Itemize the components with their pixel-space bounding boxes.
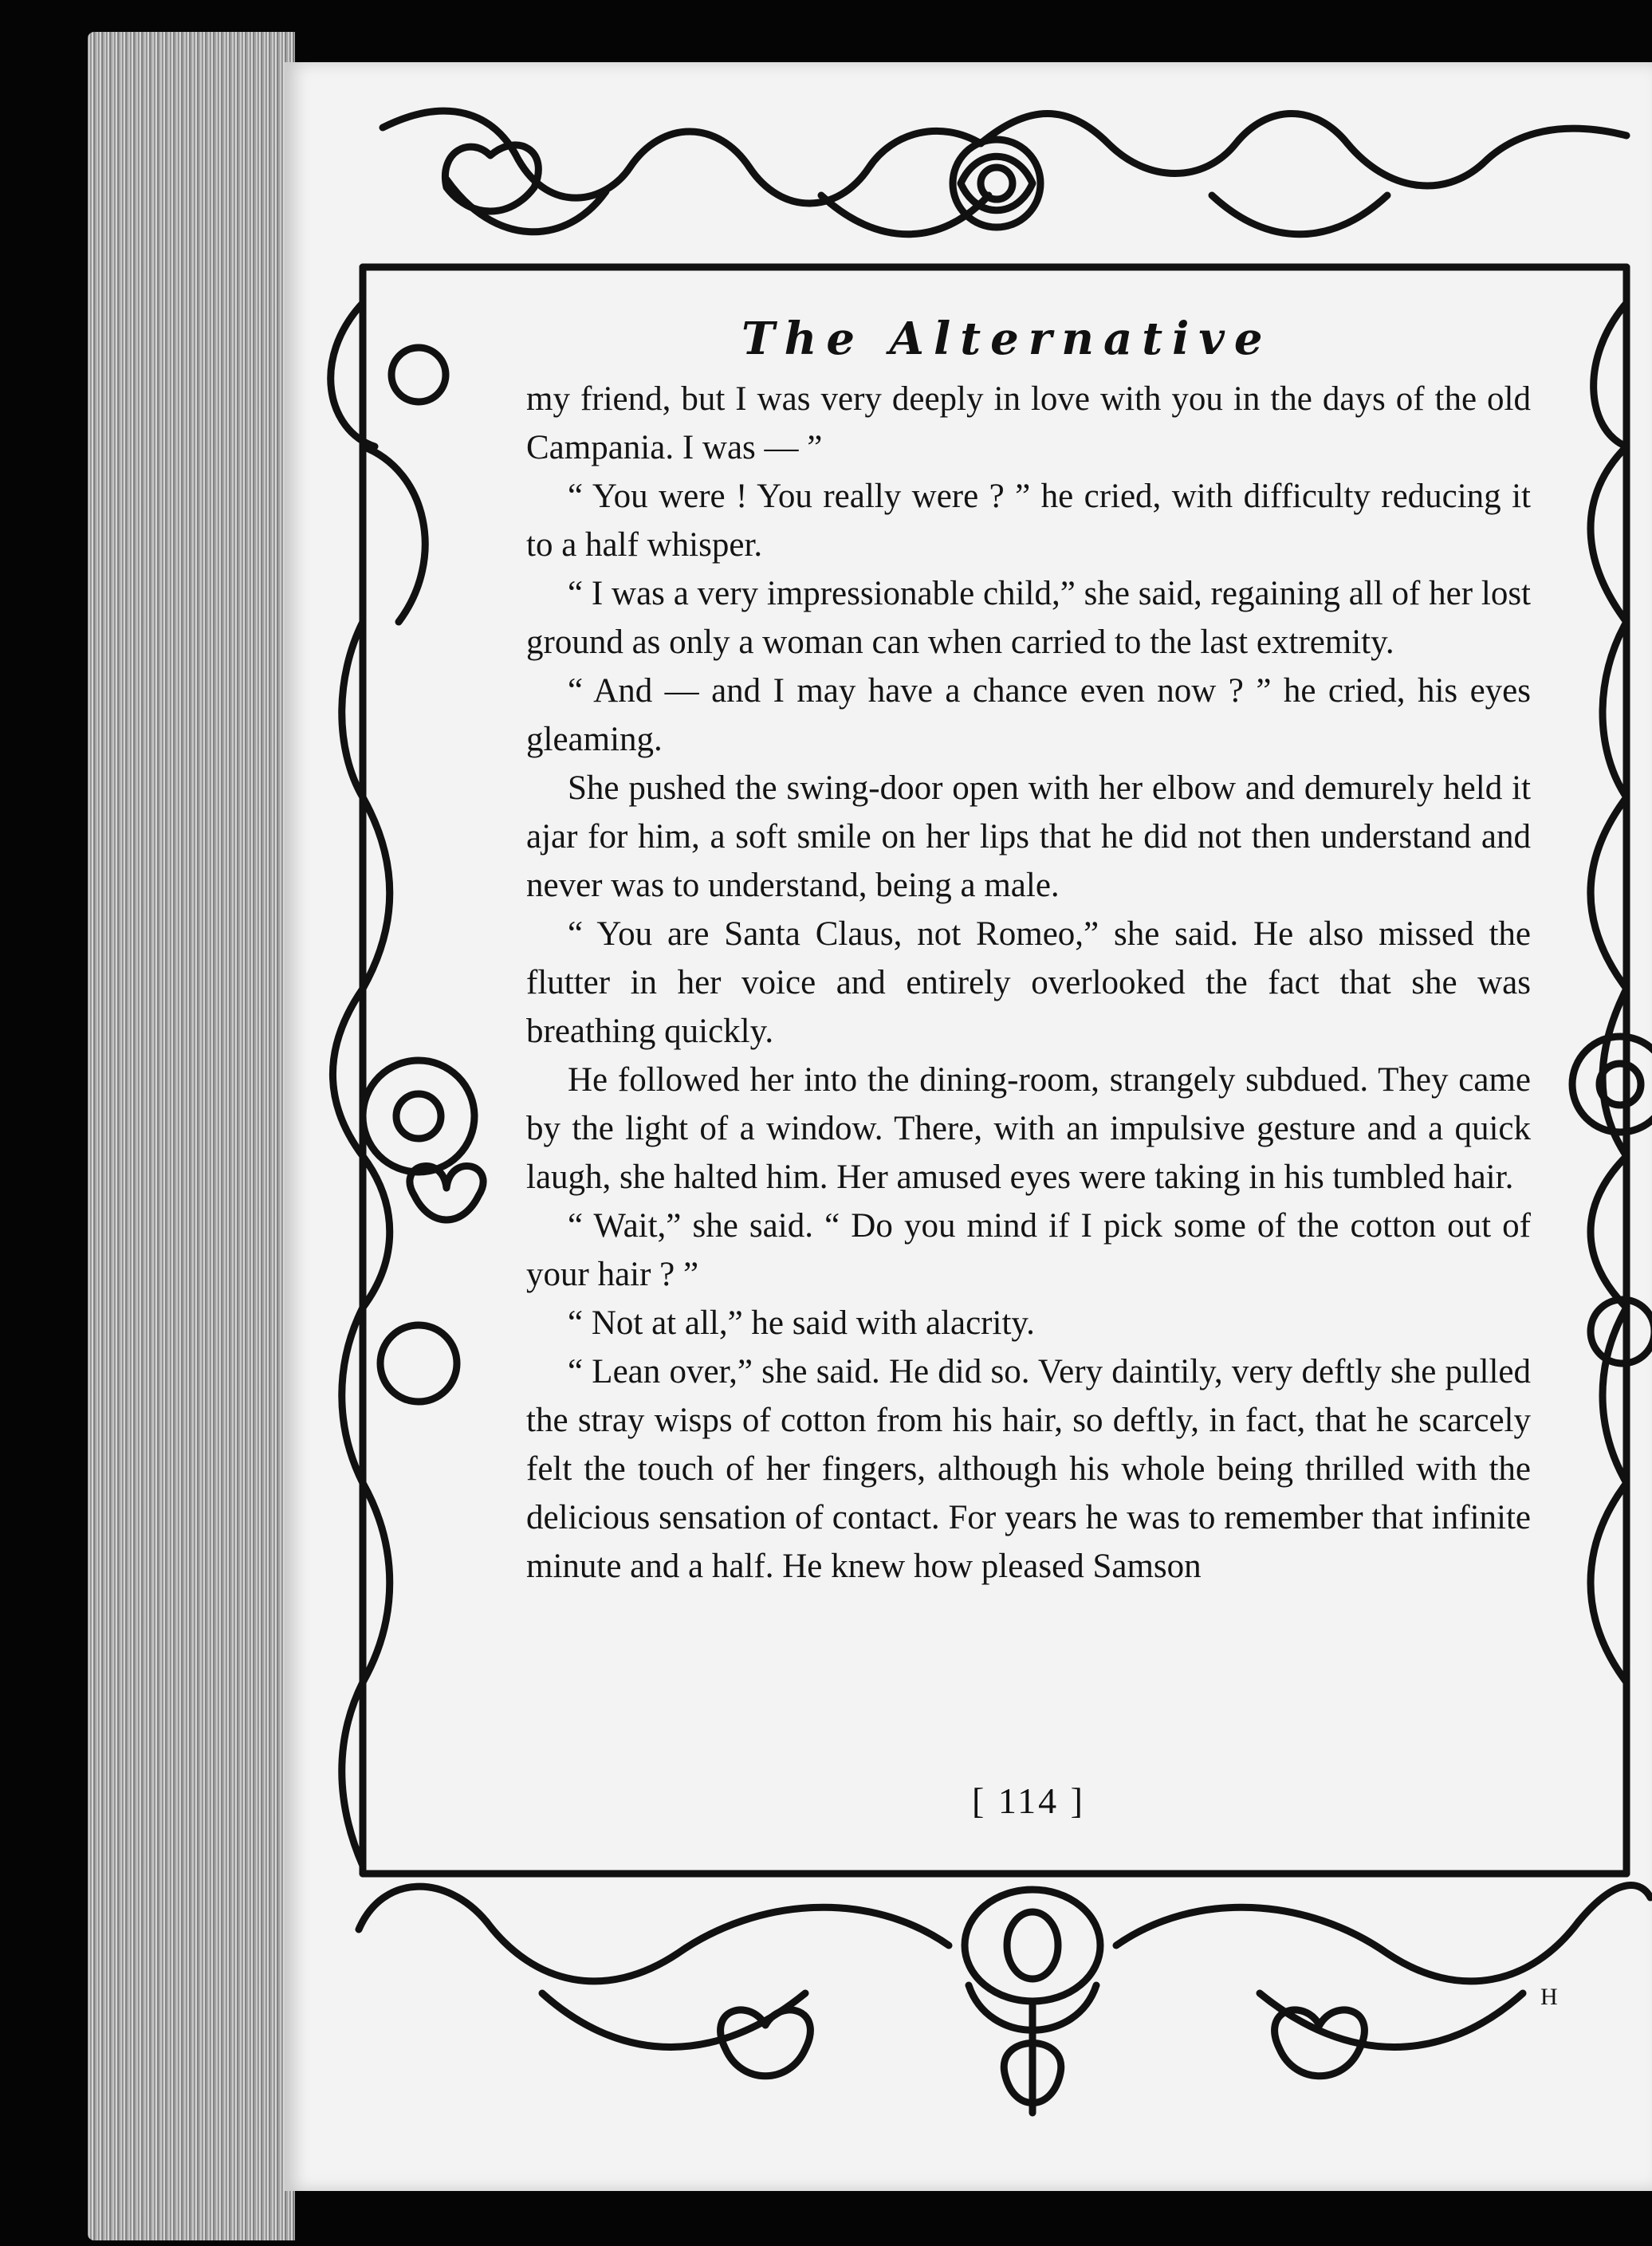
page-number: [ 114 ] <box>972 1780 1085 1821</box>
artist-mark: H <box>1540 1984 1558 2010</box>
paragraph: “ Lean over,” she said. He did so. Very daintily, very deftly she pulled the stray wisps of cotton from his hair, so deftly, in fact, that he scarcely felt the touch of her fingers, although his whole being thrilled with the delicious sensation of contact. For years he was to remember that infinite minute and a half. He knew how pleased Samson <box>526 1353 1531 1585</box>
paragraph: “ Wait,” she said. “ Do you mind if I pick some of the cotton out of your hair ? ” <box>526 1207 1531 1293</box>
body-text <box>526 375 1531 1591</box>
paragraph: my friend, but I was very deeply in love with you in the days of the old Campania. I was — ” <box>526 380 1531 466</box>
paragraph: “ Not at all,” he said with alacrity. <box>568 1304 1035 1342</box>
page-edge-shadow <box>88 32 295 2240</box>
paragraph: He followed her into the dining-room, strangely subdued. They came by the light of a window. There, with an impulsive gesture and a quick laugh, she halted him. Her amused eyes were taking in his tumbled hair. <box>526 1061 1531 1196</box>
paragraph: “ And — and I may have a chance even now ? ” he cried, his eyes gleaming. <box>526 672 1531 758</box>
running-title: The Alternative <box>741 313 1272 365</box>
paragraph: “ You are Santa Claus, not Romeo,” she said. He also missed the flutter in her voice and entirely overlooked the fact that she was breathing quickly. <box>526 915 1531 1050</box>
paragraph: She pushed the swing-door open with her elbow and demurely held it ajar for him, a soft smile on her lips that he did not then understand and never was to understand, being a male. <box>526 769 1531 904</box>
paragraph: “ I was a very impressionable child,” she said, regaining all of her lost ground as only a woman can when carried to the last extremity. <box>526 575 1531 661</box>
paragraph: “ You were ! You really were ? ” he cried, with difficulty reducing it to a half whisper. <box>526 478 1531 564</box>
